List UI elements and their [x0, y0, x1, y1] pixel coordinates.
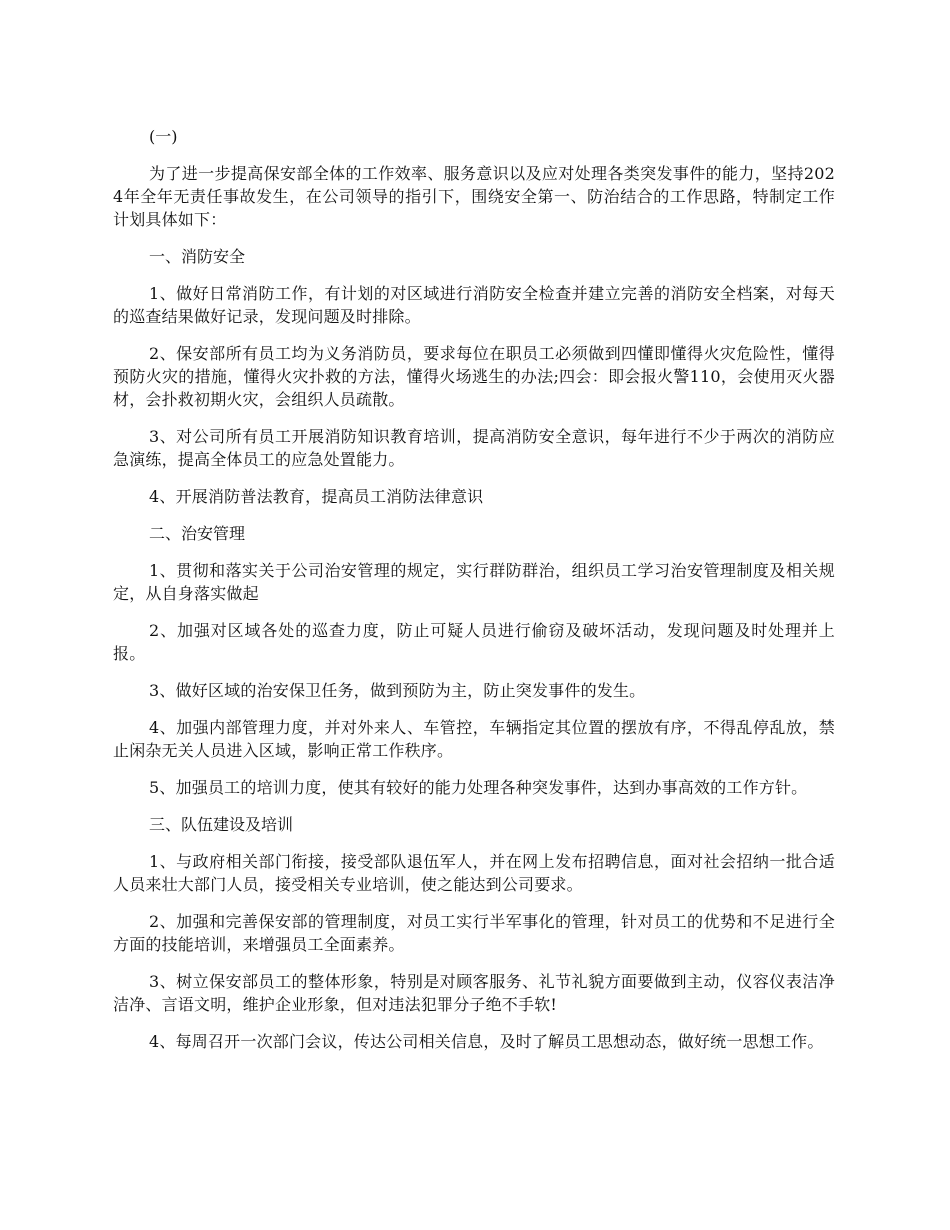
fire-safety-item-3: 3、对公司所有员工开展消防知识教育培训，提高消防安全意识，每年进行不少于两次的消防应急演练，提高全体员工的应急处置能力。	[113, 427, 835, 469]
public-security-item-5: 5、加强员工的培训力度，使其有较好的能力处理各种突发事件，达到办事高效的工作方针。	[149, 778, 808, 797]
public-security-item-4: 4、加强内部管理力度，并对外来人、车管控，车辆指定其位置的摆放有序，不得乱停乱放，禁止闲杂无关人员进入区域，影响正常工作秩序。	[113, 718, 835, 760]
section-title-fire-safety: 一、消防安全	[149, 247, 246, 266]
public-security-item-1: 1、贯彻和落实关于公司治安管理的规定，实行群防群治，组织员工学习治安管理制度及相关规定，从自身落实做起	[113, 561, 835, 603]
fire-safety-item-2: 2、保安部所有员工均为义务消防员，要求每位在职员工必须做到四懂即懂得火灾危险性，懂得预防火灾的措施，懂得火灾扑救的方法，懂得火场逃生的办法;四会：即会报火警110，会使用灭火器材，会扑救初期火灾，会组织人员疏散。	[113, 344, 835, 409]
team-building-item-3: 3、树立保安部员工的整体形象，特别是对顾客服务、礼节礼貌方面要做到主动，仪容仪表洁净洁净、言语文明，维护企业形象，但对违法犯罪分子绝不手软!	[113, 972, 835, 1014]
public-security-item-2: 2、加强对区域各处的巡查力度，防止可疑人员进行偷窃及破坏活动，发现问题及时处理并上报。	[113, 621, 835, 663]
fire-safety-item-4: 4、开展消防普法教育，提高员工消防法律意识	[149, 487, 484, 506]
intro-paragraph: 为了进一步提高保安部全体的工作效率、服务意识以及应对处理各类突发事件的能力，坚持2024年全年无责任事故发生，在公司领导的指引下，围绕安全第一、防治结合的工作思路，特制定工作计划具体如下：	[113, 164, 835, 229]
fire-safety-item-1: 1、做好日常消防工作，有计划的对区域进行消防安全检查并建立完善的消防安全档案，对每天的巡查结果做好记录，发现问题及时排除。	[113, 284, 835, 326]
public-security-item-3: 3、做好区域的治安保卫任务，做到预防为主，防止突发事件的发生。	[149, 681, 646, 700]
team-building-item-1: 1、与政府相关部门衔接，接受部队退伍军人，并在网上发布招聘信息，面对社会招纳一批合适人员来壮大部门人员，接受相关专业培训，使之能达到公司要求。	[113, 852, 835, 894]
section-title-team-building: 三、队伍建设及培训	[149, 815, 294, 834]
section-title-public-security: 二、治安管理	[149, 524, 246, 543]
team-building-item-2: 2、加强和完善保安部的管理制度，对员工实行半军事化的管理，针对员工的优势和不足进行全方面的技能培训，来增强员工全面素养。	[113, 912, 835, 954]
team-building-item-4: 4、每周召开一次部门会议，传达公司相关信息，及时了解员工思想动态，做好统一思想工作。	[149, 1032, 824, 1051]
section-mark: (一)	[149, 127, 178, 146]
document-page	[113, 125, 835, 1067]
